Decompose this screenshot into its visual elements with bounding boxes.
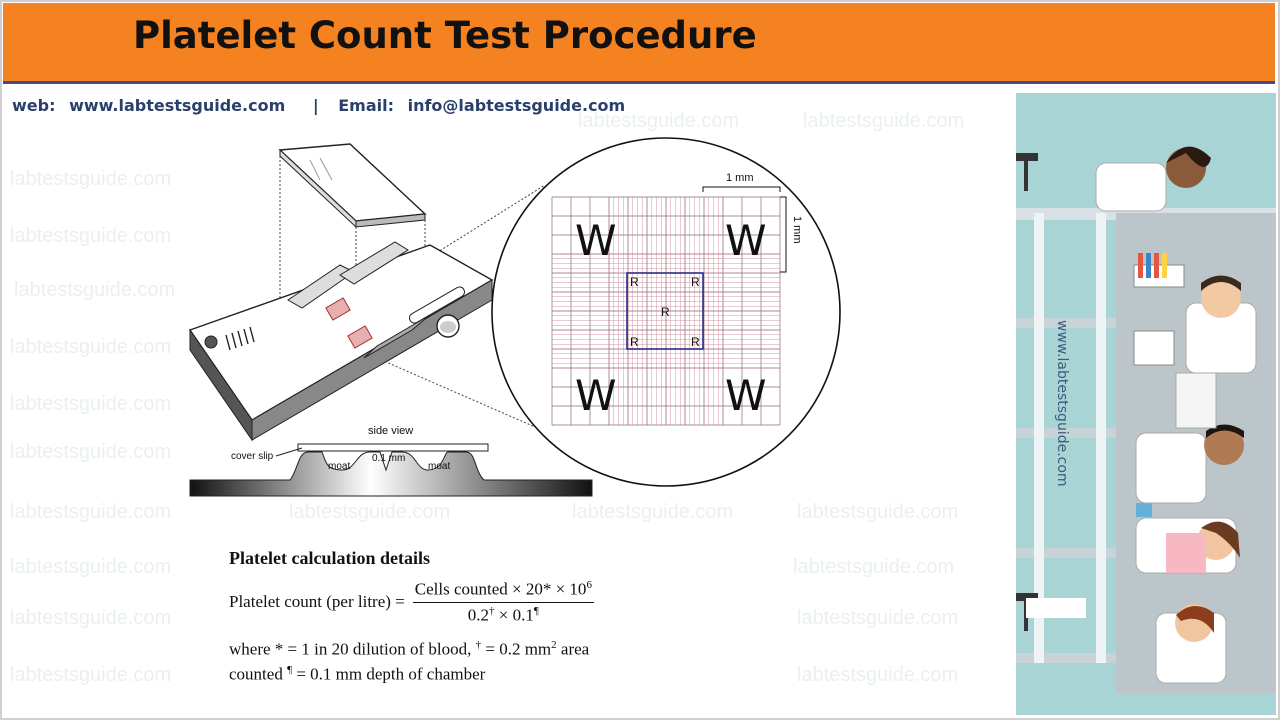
formula-denominator: [468, 603, 539, 626]
formula-lhs: Platelet count (per litre) =: [229, 592, 405, 612]
watermark-text: labtestsguide.com: [797, 501, 959, 523]
contact-line: [12, 96, 633, 115]
note-text: area: [556, 639, 590, 659]
dagger-mark: †: [475, 639, 482, 652]
page-title: Platelet Count Test Procedure: [133, 14, 757, 57]
watermark-text: labtestsguide.com: [10, 501, 172, 523]
watermark-text: labtestsguide.com: [289, 501, 451, 523]
r-label: R: [630, 335, 639, 349]
web-label: web:: [12, 96, 56, 115]
watermark-text: labtestsguide.com: [578, 110, 740, 132]
depth-label: 0.1 mm: [372, 453, 406, 464]
watermark-text: labtestsguide.com: [10, 441, 172, 463]
watermark-text: labtestsguide.com: [797, 664, 959, 686]
watermark-text: labtestsguide.com: [10, 168, 172, 190]
scientist-figure: [1136, 518, 1240, 573]
formula-fraction: [413, 579, 594, 625]
watermark-text: labtestsguide.com: [572, 501, 734, 523]
watermark-text: labtestsguide.com: [793, 556, 955, 578]
watermark-text: labtestsguide.com: [10, 393, 172, 415]
note-text: counted: [229, 664, 288, 684]
dagger-mark: †: [489, 604, 495, 617]
w-label: W: [575, 371, 617, 420]
watermark-text: labtestsguide.com: [14, 279, 176, 301]
numerator-exponent: 6: [586, 579, 592, 591]
scale-label-h: 1 mm: [726, 172, 754, 184]
square-exponent: 2: [551, 639, 557, 652]
web-link[interactable]: www.labtestsguide.com: [69, 96, 286, 115]
calculation-title: Platelet calculation details: [229, 548, 430, 568]
formula-notes: [229, 635, 709, 684]
side-view-label: side view: [368, 425, 414, 437]
watermark-text: labtestsguide.com: [10, 664, 172, 686]
moat-label: moat: [428, 461, 451, 472]
watermark-text: labtestsguide.com: [10, 607, 172, 629]
formula-numerator: [413, 579, 594, 603]
w-label: W: [725, 216, 767, 265]
watermark-text: labtestsguide.com: [797, 607, 959, 629]
cover-slip-label: cover slip: [231, 451, 274, 462]
r-label: R: [661, 305, 670, 319]
formula-row: [229, 579, 709, 625]
watermark-text: labtestsguide.com: [10, 556, 172, 578]
moat-label: moat: [328, 461, 351, 472]
note-text: = 0.1 mm depth of chamber: [292, 664, 486, 684]
note-text: where * = 1 in 20 dilution of blood,: [229, 639, 472, 659]
w-label: W: [725, 371, 767, 420]
pilcrow-mark: ¶: [287, 663, 293, 676]
watermark-text: labtestsguide.com: [803, 110, 965, 132]
denominator-area: 0.2: [467, 605, 490, 625]
pilcrow-mark: ¶: [533, 604, 539, 617]
email-label: Email:: [338, 96, 395, 115]
watermark-text: labtestsguide.com: [10, 336, 172, 358]
email-link[interactable]: info@labtestsguide.com: [407, 96, 626, 115]
r-label: R: [630, 275, 639, 289]
note-text: = 0.2 mm: [481, 639, 552, 659]
hemocytometer-diagram: [180, 130, 1010, 500]
denominator-depth: × 0.1: [494, 605, 534, 625]
calculation-block: [229, 548, 709, 685]
r-label: R: [691, 335, 700, 349]
slide-body: [190, 242, 492, 440]
watermark-text: labtestsguide.com: [10, 225, 172, 247]
scale-label-v: 1 mm: [791, 216, 803, 244]
side-url-text: www.labtestsguide.com: [1054, 320, 1070, 487]
numerator-text: Cells counted × 20* × 10: [414, 579, 587, 599]
r-label: R: [691, 275, 700, 289]
contact-separator: |: [312, 96, 319, 115]
scientist-figure: [1096, 147, 1211, 211]
w-label: W: [575, 216, 617, 265]
header-divider: [3, 81, 1275, 91]
cover-glass: [280, 144, 425, 227]
